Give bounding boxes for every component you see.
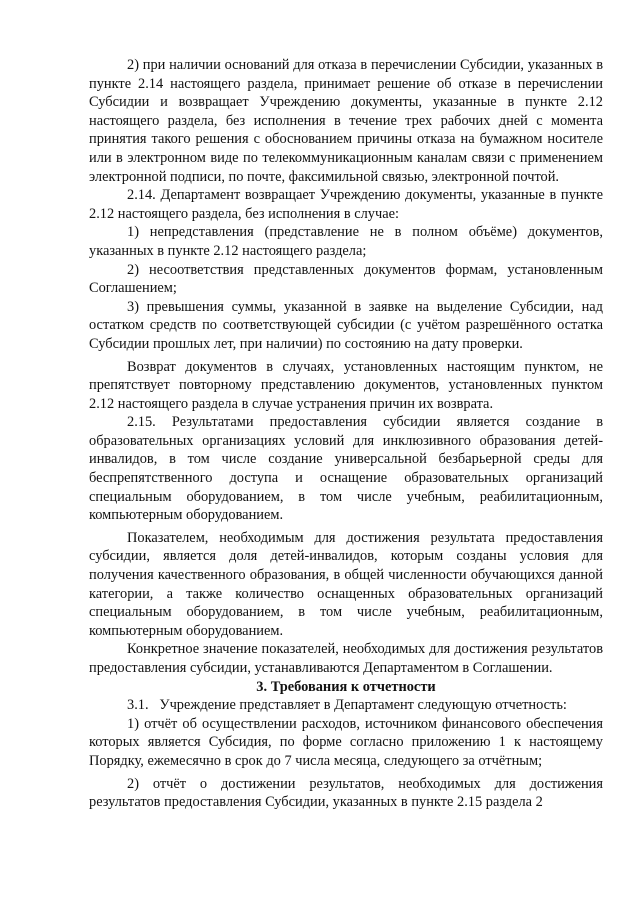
paragraph: 2) отчёт о достижении результатов, необходимых для достижения результатов предоставления Субсидии, указанных в пункте 2.15 раздела 2 [89, 775, 603, 811]
paragraph: Показателем, необходимым для достижения результата предоставления субсидии, является доля детей-инвалидов, которым созданы условия для получения качественного образования, в общей численности обучающихся данной категории, а также количество оснащенных образовательных организаций специальным оборудованием, в том числе учебным, реабилитационным, компьютерным оборудованием. [89, 529, 603, 639]
paragraph: 2) несоответствия представленных документов формам, установленным Соглашением; [89, 261, 603, 297]
paragraph: 2) при наличии оснований для отказа в перечислении Субсидии, указанных в пункте 2.14 настоящего раздела, принимает решение об отказе в перечислении Субсидии и возвращает Учреждению документы, указанные в пункте 2.12 настоящего раздела, без исполнения в течение трех рабочих дней с момента принятия такого решения с обоснованием причины отказа на бумажном носителе или в электронном виде по телекоммуникационным каналам связи с применением электронной подписи, по почте, факсимильной связью, электронной почтой. [89, 57, 603, 185]
paragraph: 3.1. Учреждение представляет в Департамент следующую отчетность: [127, 697, 567, 714]
section-heading: 3. Требования к отчетности [256, 678, 436, 695]
paragraph: Конкретное значение показателей, необходимых для достижения результатов предоставления субсидии, устанавливаются Департаментом в Соглашении. [89, 641, 603, 676]
paragraph: 3) превышения суммы, указанной в заявке на выделение Субсидии, над остатком средств по соответствующей субсидии (с учётом разрешённого остатка Субсидии прошлых лет, при наличии) по состоянию на дату проверки. [89, 298, 603, 352]
paragraph: 1) непредставления (представление не в полном объёме) документов, указанных в пункте 2.12 настоящего раздела; [89, 224, 603, 259]
paragraph: 2.14. Департамент возвращает Учреждению документы, указанные в пункте 2.12 настоящего раздела, без исполнения в случае: [89, 187, 603, 222]
paragraph: 2.15. Результатами предоставления субсидии является создание в образовательных организациях условий для инклюзивного образования детей-инвалидов, в том числе создание универсальной безбарьерной среды для беспрепятственного доступа и оснащение образовательных организаций специальным оборудованием, в том числе учебным, реабилитационным, компьютерным оборудованием. [89, 414, 603, 524]
paragraph: Возврат документов в случаях, установленных настоящим пунктом, не препятствует повторному представлению документов, установленных пунктом 2.12 настоящего раздела в случае устранения причин их возврата. [89, 358, 603, 412]
paragraph: 1) отчёт об осуществлении расходов, источником финансового обеспечения которых является Субсидия, по форме согласно приложению 1 к настоящему Порядку, ежемесячно в срок до 7 числа месяца, следующего за отчётным; [89, 715, 603, 769]
document-body [89, 56, 603, 812]
